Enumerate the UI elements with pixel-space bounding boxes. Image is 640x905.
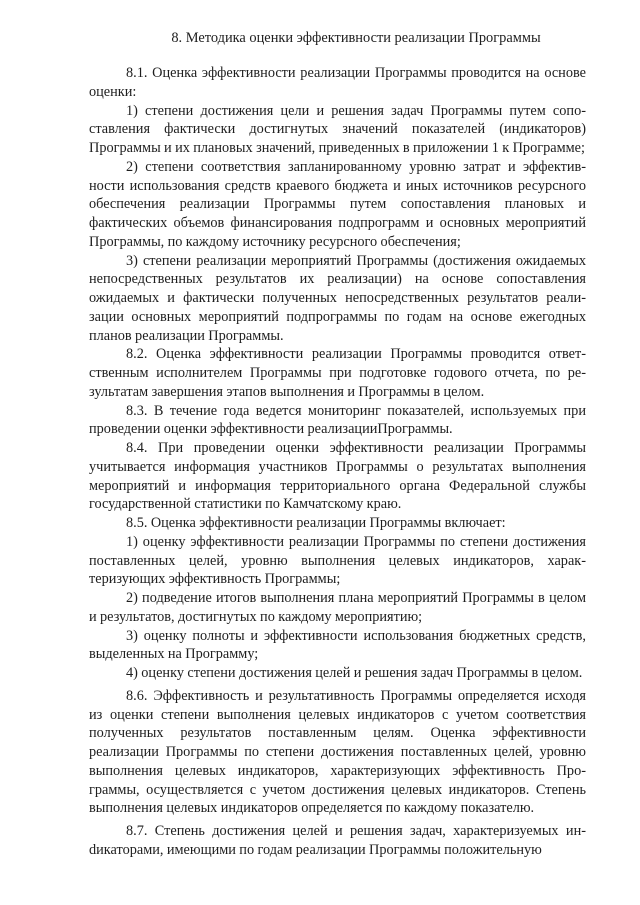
paragraph-8-1: 8.1. Оценка эффективности реализации Программы проводится на основе оценки: [89, 65, 586, 100]
paragraph-8-1-item-2: 2) степени соответствия запланированному уровню затрат и эффективности использования средств краевого бюджета и иных источников ресурсного обеспечения реализации Программы путем сопоставления плановых и фактических объемов финансирования подпрограмм и основных мероприятий Программы, по каждому источнику ресурсного обеспечения; [89, 158, 586, 250]
paragraph-8-1-item-1: 1) степени достижения цели и решения задач Программы путем сопоставления фактически достигнутых значений показателей (индикаторов) Программы и их плановых значений, приведенных в приложении 1 к Программе; [89, 102, 586, 156]
paragraph-8-5-item-2: 2) подведение итогов выполнения плана мероприятий Программы в целом и результатов, достигнутых по каждому мероприятию; [89, 590, 586, 625]
paragraph-8-5: 8.5. Оценка эффективности реализации Программы включает: [126, 515, 506, 531]
paragraph-8-6: 8.6. Эффективность и результативность Программы определяется исходя из оценки степени выполнения целевых индикаторов с учетом соответствия полученных результатов поставленным целям. Оценка эффективности реализации Программы по степени достижения поставленных целей, уровню выполнения целевых индикаторов, характеризующих эффективность Программы, осуществляется с учетом достижения целевых индикаторов. Степень выполнения целевых индикаторов определяется по каждому показателю. [89, 687, 586, 817]
paragraph-8-3: 8.3. В течение года ведется мониторинг показателей, используемых при проведении оценки эффективности реализацииПрограммы. [89, 402, 586, 438]
document-body [89, 64, 586, 860]
paragraph-8-2: 8.2. Оценка эффективности реализации Программы проводится ответственным исполнителем Программы при подготовке годового отчета, по результатам завершения этапов выполнения и Программы в целом. [89, 346, 586, 400]
paragraph-8-5-item-4: 4) оценку степени достижения целей и решения задач Программы в целом. [126, 665, 583, 681]
section-title: 8. Методика оценки эффективности реализации Программы [171, 30, 541, 46]
paragraph-8-5-item-3: 3) оценку полноты и эффективности использования бюджетных средств, выделенных на Программу; [89, 627, 586, 663]
paragraph-8-5-item-1: 1) оценку эффективности реализации Программы по степени достижения поставленных целей, уровню выполнения целевых индикаторов, характеризующих эффективность Программы; [89, 533, 586, 588]
paragraph-8-1-item-3: 3) степени реализации мероприятий Программы (достижения ожидаемых непосредственных результатов их реализации) на основе сопоставления ожидаемых и фактически полученных непосредственных результатов реализации основных мероприятий подпрограммы по годам на основе ежегодных планов реализации Программы. [89, 252, 586, 344]
paragraph-8-7: 8.7. Степень достижения целей и решения задач, характеризуемых инdикаторами, имеющими по годам реализации Программы положительную [89, 823, 586, 858]
paragraph-8-4: 8.4. При проведении оценки эффективности реализации Программы учитывается информация участников Программы о результатах выполнения мероприятий и информация территориального органа Федеральной службы государственной статистики по Камчатскому краю. [89, 440, 586, 513]
